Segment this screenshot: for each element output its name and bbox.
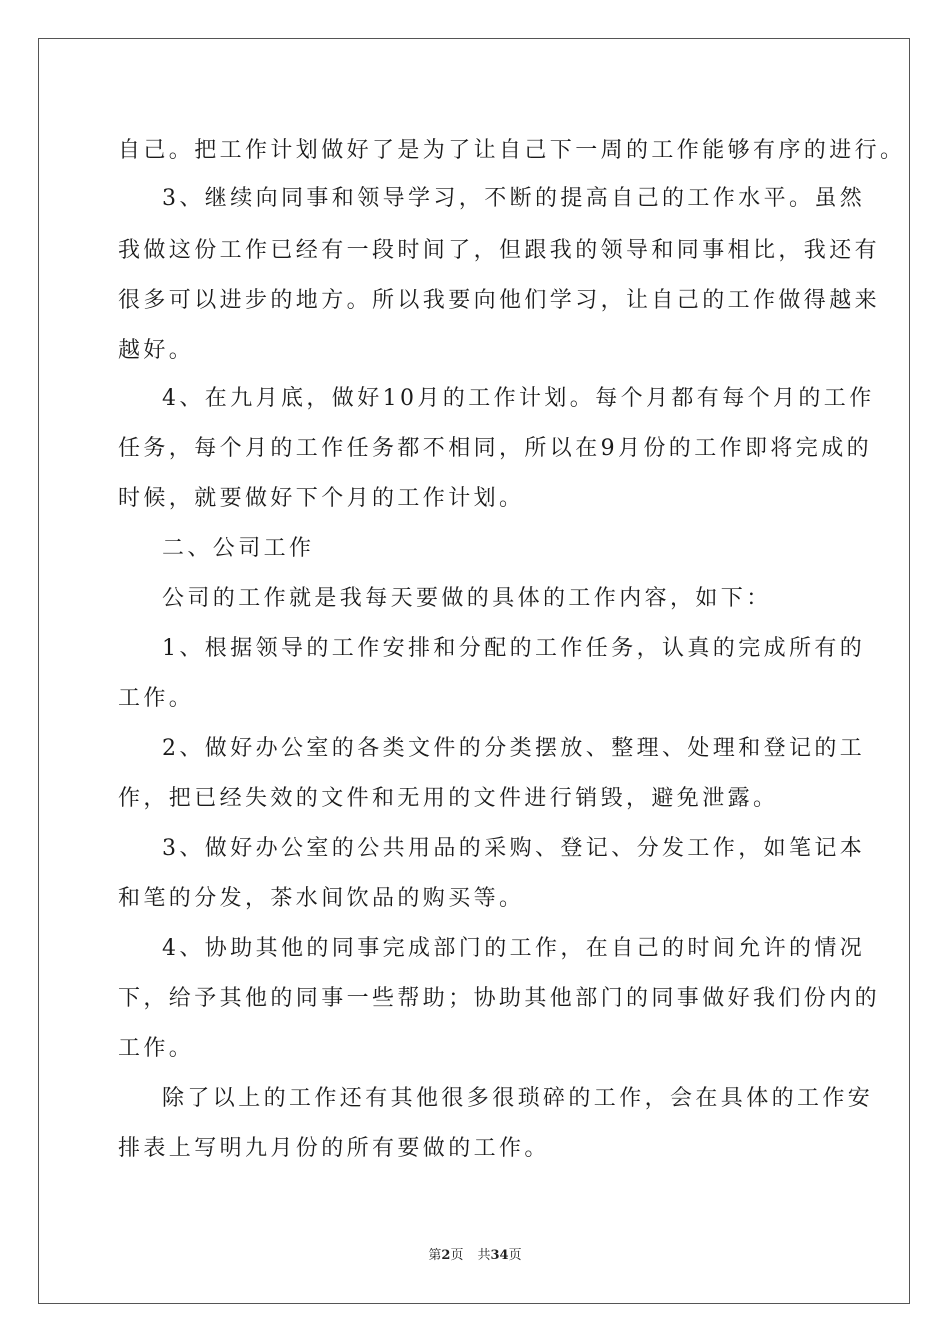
- text-line: 2、做好办公室的各类文件的分类摆放、整理、处理和登记的工: [162, 736, 866, 761]
- text-line: 排表上写明九月份的所有要做的工作。: [118, 1136, 550, 1161]
- text-line: 除了以上的工作还有其他很多很琐碎的工作，会在具体的工作安: [162, 1086, 874, 1111]
- page-prefix: 第: [428, 1248, 442, 1263]
- text-line: 时候，就要做好下个月的工作计划。: [118, 486, 525, 511]
- section-heading: 二、公司工作: [162, 536, 315, 561]
- text-line: 4、协助其他的同事完成部门的工作，在自己的时间允许的情况: [162, 936, 866, 961]
- text-line: 工作。: [118, 686, 195, 711]
- text-line: 公司的工作就是我每天要做的具体的工作内容，如下：: [162, 586, 772, 611]
- page-border: [38, 38, 910, 1304]
- text-line: 作，把已经失效的文件和无用的文件进行销毁，避免泄露。: [118, 786, 779, 811]
- total-prefix: 共: [477, 1248, 491, 1263]
- text-line: 3、继续向同事和领导学习，不断的提高自己的工作水平。虽然: [162, 186, 866, 211]
- total-pages: 34: [490, 1248, 509, 1263]
- page-suffix: 页: [450, 1248, 464, 1263]
- text-line: 下，给予其他的同事一些帮助；协助其他部门的同事做好我们份内的: [118, 986, 881, 1011]
- text-line: 越好。: [118, 338, 195, 363]
- page-footer: [0, 1248, 950, 1264]
- total-suffix: 页: [508, 1248, 522, 1263]
- text-line: 自己。把工作计划做好了是为了让自己下一周的工作能够有序的进行。: [118, 138, 906, 163]
- text-line: 1、根据领导的工作安排和分配的工作任务，认真的完成所有的: [162, 636, 866, 661]
- page-number: 2: [441, 1248, 451, 1263]
- text-line: 任务，每个月的工作任务都不相同，所以在9月份的工作即将完成的: [118, 436, 872, 461]
- text-line: 4、在九月底，做好10月的工作计划。每个月都有每个月的工作: [162, 386, 875, 411]
- text-line: 和笔的分发，茶水间饮品的购买等。: [118, 886, 525, 911]
- text-line: 3、做好办公室的公共用品的采购、登记、分发工作，如笔记本: [162, 836, 866, 861]
- text-line: 很多可以进步的地方。所以我要向他们学习，让自己的工作做得越来: [118, 288, 881, 313]
- text-line: 我做这份工作已经有一段时间了，但跟我的领导和同事相比，我还有: [118, 238, 881, 263]
- text-line: 工作。: [118, 1036, 195, 1061]
